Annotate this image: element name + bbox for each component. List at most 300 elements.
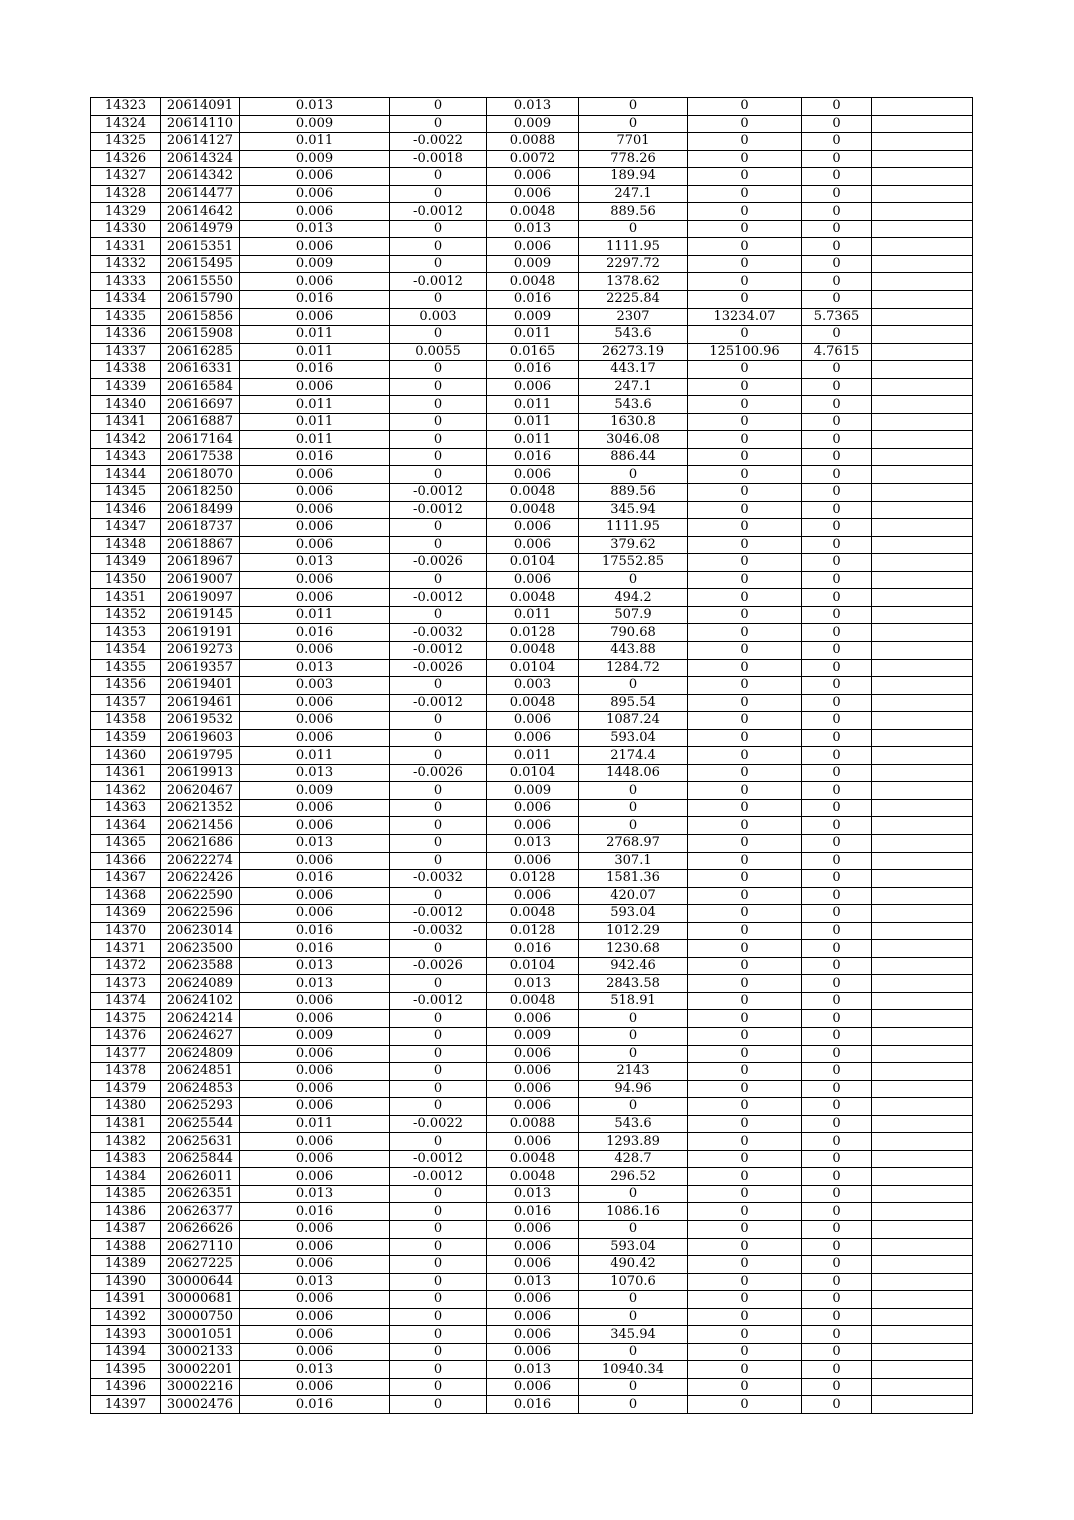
table-cell: 0 xyxy=(802,1256,872,1274)
table-cell xyxy=(872,712,973,730)
table-cell: 20615351 xyxy=(161,238,240,256)
table-cell: 20619191 xyxy=(161,624,240,642)
table-cell: 20618867 xyxy=(161,536,240,554)
table-cell xyxy=(872,413,973,431)
table-cell: 0 xyxy=(688,220,802,238)
table-row xyxy=(91,1238,973,1256)
table-cell: 0 xyxy=(390,782,487,800)
table-cell: 0.006 xyxy=(487,185,579,203)
table-cell: 0 xyxy=(688,729,802,747)
table-cell: 20619145 xyxy=(161,606,240,624)
table-cell: 0 xyxy=(579,1027,688,1045)
table-cell: 0.013 xyxy=(487,975,579,993)
table-cell: 0.0055 xyxy=(390,343,487,361)
table-cell xyxy=(872,519,973,537)
table-cell: 0.006 xyxy=(487,799,579,817)
table-cell: 0.006 xyxy=(240,1168,390,1186)
table-cell: 0 xyxy=(688,448,802,466)
table-cell: 0 xyxy=(390,975,487,993)
table-cell: 0.013 xyxy=(240,1273,390,1291)
table-cell: 0.006 xyxy=(240,1080,390,1098)
table-cell: 14371 xyxy=(91,940,161,958)
table-cell: 20620467 xyxy=(161,782,240,800)
table-cell: 0 xyxy=(688,273,802,291)
table-cell: 0.006 xyxy=(240,589,390,607)
table-cell: 0.006 xyxy=(240,1010,390,1028)
table-cell: 0.0088 xyxy=(487,1115,579,1133)
table-cell: 0 xyxy=(802,1063,872,1081)
table-cell: 14374 xyxy=(91,992,161,1010)
table-cell: 14379 xyxy=(91,1080,161,1098)
table-cell: 0 xyxy=(688,203,802,221)
table-cell: 1111.95 xyxy=(579,519,688,537)
table-cell: 20623500 xyxy=(161,940,240,958)
table-cell: 0 xyxy=(579,1291,688,1309)
table-cell: 0 xyxy=(802,378,872,396)
table-cell: 0.006 xyxy=(240,571,390,589)
table-cell: 0 xyxy=(688,1326,802,1344)
table-cell xyxy=(872,1343,973,1361)
table-cell: 13234.07 xyxy=(688,308,802,326)
table-row xyxy=(91,150,973,168)
table-cell: 20616331 xyxy=(161,361,240,379)
table-cell: 0.003 xyxy=(487,677,579,695)
table-cell: 1630.8 xyxy=(579,413,688,431)
table-row xyxy=(91,343,973,361)
table-cell: 0 xyxy=(688,1045,802,1063)
table-cell xyxy=(872,922,973,940)
table-cell: 0 xyxy=(688,1361,802,1379)
table-cell: 0 xyxy=(688,1010,802,1028)
table-row xyxy=(91,273,973,291)
table-cell xyxy=(872,1150,973,1168)
table-cell: 490.42 xyxy=(579,1256,688,1274)
table-cell: 0 xyxy=(802,1378,872,1396)
table-cell: 20618499 xyxy=(161,501,240,519)
table-cell xyxy=(872,501,973,519)
table-cell: 14345 xyxy=(91,484,161,502)
table-cell: 0.016 xyxy=(240,940,390,958)
table-cell: 0 xyxy=(802,185,872,203)
table-cell: 0.006 xyxy=(487,1326,579,1344)
table-cell: 0 xyxy=(390,799,487,817)
table-cell: 247.1 xyxy=(579,378,688,396)
table-cell xyxy=(872,431,973,449)
table-cell: 0 xyxy=(390,255,487,273)
table-cell: 0 xyxy=(688,887,802,905)
table-cell: 0 xyxy=(390,1308,487,1326)
table-row xyxy=(91,747,973,765)
table-row xyxy=(91,940,973,958)
table-cell: 0 xyxy=(579,1185,688,1203)
table-cell: 0 xyxy=(802,168,872,186)
table-row xyxy=(91,1308,973,1326)
table-cell: 0.013 xyxy=(240,764,390,782)
table-cell xyxy=(872,466,973,484)
table-cell xyxy=(872,957,973,975)
table-cell: 518.91 xyxy=(579,992,688,1010)
table-cell: 0 xyxy=(802,431,872,449)
table-cell: 0.013 xyxy=(240,957,390,975)
table-cell: 14362 xyxy=(91,782,161,800)
table-cell: 0.006 xyxy=(487,817,579,835)
table-cell: 0 xyxy=(688,133,802,151)
table-cell: 895.54 xyxy=(579,694,688,712)
table-cell: 0 xyxy=(688,168,802,186)
table-cell: 0.013 xyxy=(240,1361,390,1379)
table-cell xyxy=(872,1080,973,1098)
table-cell: 0.006 xyxy=(240,1045,390,1063)
table-cell: 20624102 xyxy=(161,992,240,1010)
table-cell: 0 xyxy=(802,870,872,888)
table-cell: 0 xyxy=(802,764,872,782)
table-row xyxy=(91,799,973,817)
table-cell: 0 xyxy=(579,571,688,589)
table-cell: 0 xyxy=(802,1150,872,1168)
table-cell: 14337 xyxy=(91,343,161,361)
table-cell: 0.013 xyxy=(487,1361,579,1379)
table-cell: 10940.34 xyxy=(579,1361,688,1379)
table-cell: 14340 xyxy=(91,396,161,414)
table-cell: 14365 xyxy=(91,834,161,852)
table-cell: 0.016 xyxy=(487,361,579,379)
table-row xyxy=(91,887,973,905)
table-cell: 0.013 xyxy=(487,220,579,238)
table-cell: 1230.68 xyxy=(579,940,688,958)
table-cell: 14357 xyxy=(91,694,161,712)
table-cell: 0 xyxy=(688,1150,802,1168)
table-cell: 0 xyxy=(688,326,802,344)
table-cell xyxy=(872,887,973,905)
table-cell: 0 xyxy=(688,519,802,537)
table-cell: 0.009 xyxy=(240,782,390,800)
table-cell: 14330 xyxy=(91,220,161,238)
table-cell: -0.0022 xyxy=(390,1115,487,1133)
table-cell: 20619401 xyxy=(161,677,240,695)
table-cell: 0 xyxy=(390,1063,487,1081)
table-cell: 0.009 xyxy=(240,150,390,168)
table-cell: 125100.96 xyxy=(688,343,802,361)
table-cell: 20621352 xyxy=(161,799,240,817)
table-cell xyxy=(872,677,973,695)
table-cell: 0 xyxy=(802,1115,872,1133)
table-cell: 20619007 xyxy=(161,571,240,589)
table-cell: 14353 xyxy=(91,624,161,642)
table-cell xyxy=(872,940,973,958)
table-cell: 14324 xyxy=(91,115,161,133)
table-cell: 26273.19 xyxy=(579,343,688,361)
table-cell: 0.006 xyxy=(487,1098,579,1116)
table-cell: 14363 xyxy=(91,799,161,817)
table-cell: 1448.06 xyxy=(579,764,688,782)
table-cell xyxy=(872,326,973,344)
table-cell: 0 xyxy=(802,1361,872,1379)
table-cell: 30002216 xyxy=(161,1378,240,1396)
table-cell: 14378 xyxy=(91,1063,161,1081)
table-cell: 593.04 xyxy=(579,1238,688,1256)
table-row xyxy=(91,870,973,888)
table-cell: 0 xyxy=(688,799,802,817)
table-cell: 0.009 xyxy=(487,115,579,133)
table-cell: 0 xyxy=(390,729,487,747)
table-cell: 0 xyxy=(802,98,872,116)
table-cell: 0 xyxy=(688,1027,802,1045)
table-cell: 0 xyxy=(802,466,872,484)
table-cell: 1070.6 xyxy=(579,1273,688,1291)
table-cell: 0.013 xyxy=(240,554,390,572)
table-row xyxy=(91,1010,973,1028)
table-cell: 30000644 xyxy=(161,1273,240,1291)
table-cell: 0.006 xyxy=(487,852,579,870)
table-cell: 14331 xyxy=(91,238,161,256)
table-cell: 0 xyxy=(579,677,688,695)
table-cell: 0.006 xyxy=(240,1063,390,1081)
table-cell xyxy=(872,1361,973,1379)
table-cell: 14396 xyxy=(91,1378,161,1396)
table-cell: 0.013 xyxy=(240,220,390,238)
table-cell: 889.56 xyxy=(579,484,688,502)
table-cell: 0 xyxy=(390,536,487,554)
table-cell: 0 xyxy=(688,1343,802,1361)
table-cell: 0.006 xyxy=(487,1133,579,1151)
table-cell: 0.011 xyxy=(240,133,390,151)
table-cell: 0 xyxy=(688,1238,802,1256)
table-cell: 0 xyxy=(390,571,487,589)
table-body xyxy=(91,98,973,1414)
table-cell: 20622590 xyxy=(161,887,240,905)
table-cell xyxy=(872,484,973,502)
table-cell: 2297.72 xyxy=(579,255,688,273)
table-cell xyxy=(872,1010,973,1028)
table-cell: 14367 xyxy=(91,870,161,888)
table-cell: 0 xyxy=(390,747,487,765)
table-cell: 20619357 xyxy=(161,659,240,677)
table-cell: 20615856 xyxy=(161,308,240,326)
table-cell: 20619097 xyxy=(161,589,240,607)
table-row xyxy=(91,1150,973,1168)
table-cell: 0 xyxy=(802,975,872,993)
table-cell: 0.011 xyxy=(487,396,579,414)
table-cell: -0.0012 xyxy=(390,501,487,519)
table-cell: 0 xyxy=(688,255,802,273)
table-cell: 20616285 xyxy=(161,343,240,361)
table-row xyxy=(91,589,973,607)
table-cell: -0.0032 xyxy=(390,870,487,888)
table-row xyxy=(91,1361,973,1379)
table-cell: 0.006 xyxy=(487,1256,579,1274)
table-cell: 0 xyxy=(802,1343,872,1361)
table-cell: 0 xyxy=(579,817,688,835)
table-cell: 20614091 xyxy=(161,98,240,116)
table-row xyxy=(91,1221,973,1239)
table-cell: 0 xyxy=(802,1080,872,1098)
table-cell: 30002133 xyxy=(161,1343,240,1361)
table-cell: 2225.84 xyxy=(579,291,688,309)
table-cell: 20622596 xyxy=(161,905,240,923)
table-cell: 0 xyxy=(802,799,872,817)
table-cell: 20618250 xyxy=(161,484,240,502)
table-cell: 0.016 xyxy=(240,922,390,940)
table-cell: 20619461 xyxy=(161,694,240,712)
table-cell xyxy=(872,168,973,186)
table-cell: 0.011 xyxy=(240,326,390,344)
table-cell: 0.011 xyxy=(240,606,390,624)
table-cell: 0.006 xyxy=(487,378,579,396)
table-cell xyxy=(872,1273,973,1291)
table-cell: 0 xyxy=(579,799,688,817)
table-row xyxy=(91,519,973,537)
table-cell xyxy=(872,291,973,309)
table-cell: 0.011 xyxy=(240,431,390,449)
table-cell: 494.2 xyxy=(579,589,688,607)
table-cell: 1378.62 xyxy=(579,273,688,291)
table-cell: 0.006 xyxy=(240,1238,390,1256)
table-cell: 0 xyxy=(802,396,872,414)
table-cell: 0 xyxy=(802,922,872,940)
table-cell: 0.0048 xyxy=(487,484,579,502)
table-cell: 0 xyxy=(579,1098,688,1116)
table-cell: 20627225 xyxy=(161,1256,240,1274)
table-cell: 20624627 xyxy=(161,1027,240,1045)
table-cell: 0.0128 xyxy=(487,624,579,642)
table-cell: 2174.4 xyxy=(579,747,688,765)
table-cell: 0.009 xyxy=(240,255,390,273)
table-cell: 0 xyxy=(802,448,872,466)
table-cell: 14390 xyxy=(91,1273,161,1291)
table-row xyxy=(91,817,973,835)
table-cell: 0.006 xyxy=(240,185,390,203)
table-cell: 14370 xyxy=(91,922,161,940)
table-cell xyxy=(872,115,973,133)
table-row xyxy=(91,1080,973,1098)
table-cell: 14333 xyxy=(91,273,161,291)
table-row xyxy=(91,1326,973,1344)
table-cell: 20622274 xyxy=(161,852,240,870)
table-cell xyxy=(872,1203,973,1221)
table-cell: 0.011 xyxy=(487,326,579,344)
table-cell: 0 xyxy=(802,1291,872,1309)
table-cell: 14380 xyxy=(91,1098,161,1116)
table-cell: 30002476 xyxy=(161,1396,240,1414)
table-cell: 0 xyxy=(802,1238,872,1256)
table-row xyxy=(91,729,973,747)
table-cell: 14359 xyxy=(91,729,161,747)
table-cell: 0 xyxy=(390,1098,487,1116)
table-cell xyxy=(872,150,973,168)
table-cell: 2143 xyxy=(579,1063,688,1081)
table-cell: 20623014 xyxy=(161,922,240,940)
table-cell: 20625544 xyxy=(161,1115,240,1133)
table-cell: 0.016 xyxy=(487,1203,579,1221)
table-cell xyxy=(872,817,973,835)
table-cell xyxy=(872,870,973,888)
table-cell: -0.0026 xyxy=(390,957,487,975)
table-cell: 0.006 xyxy=(240,273,390,291)
table-cell: 0 xyxy=(802,413,872,431)
table-cell: 0 xyxy=(688,413,802,431)
table-cell: 0.006 xyxy=(240,1343,390,1361)
table-cell: 428.7 xyxy=(579,1150,688,1168)
table-cell: -0.0012 xyxy=(390,484,487,502)
table-cell: 20617538 xyxy=(161,448,240,466)
table-row xyxy=(91,185,973,203)
table-cell: 0.006 xyxy=(240,1308,390,1326)
table-cell: 0 xyxy=(688,992,802,1010)
table-cell: 20621686 xyxy=(161,834,240,852)
table-cell: 0 xyxy=(390,220,487,238)
table-cell: 0.006 xyxy=(487,238,579,256)
table-cell: 20624853 xyxy=(161,1080,240,1098)
table-cell xyxy=(872,571,973,589)
table-cell: 20619603 xyxy=(161,729,240,747)
table-cell: 2768.97 xyxy=(579,834,688,852)
table-cell xyxy=(872,589,973,607)
table-cell: 20624809 xyxy=(161,1045,240,1063)
table-cell: 0 xyxy=(390,1133,487,1151)
table-cell: 14342 xyxy=(91,431,161,449)
table-cell: -0.0026 xyxy=(390,764,487,782)
table-cell: 0.0048 xyxy=(487,589,579,607)
table-cell: 0.006 xyxy=(487,536,579,554)
table-cell: 0 xyxy=(688,501,802,519)
table-cell xyxy=(872,273,973,291)
table-cell xyxy=(872,659,973,677)
table-cell: 0.0048 xyxy=(487,694,579,712)
table-cell: 20627110 xyxy=(161,1238,240,1256)
table-cell: -0.0026 xyxy=(390,659,487,677)
table-cell: 0 xyxy=(390,887,487,905)
table-cell: 0.006 xyxy=(240,466,390,484)
table-cell: 593.04 xyxy=(579,905,688,923)
table-cell xyxy=(872,255,973,273)
table-row xyxy=(91,554,973,572)
table-cell: 0.003 xyxy=(240,677,390,695)
table-row xyxy=(91,361,973,379)
table-cell: 20619532 xyxy=(161,712,240,730)
table-cell: 0 xyxy=(802,238,872,256)
table-cell: 0 xyxy=(579,1010,688,1028)
table-row xyxy=(91,238,973,256)
table-cell: 0 xyxy=(390,606,487,624)
table-cell: 0 xyxy=(802,1396,872,1414)
table-cell: 0 xyxy=(688,1080,802,1098)
table-cell: 0 xyxy=(688,764,802,782)
table-cell: 14343 xyxy=(91,448,161,466)
table-cell: 14341 xyxy=(91,413,161,431)
table-cell: 0.016 xyxy=(240,291,390,309)
table-row xyxy=(91,413,973,431)
table-cell: 0 xyxy=(688,694,802,712)
table-cell: 0 xyxy=(802,589,872,607)
table-cell: 20625631 xyxy=(161,1133,240,1151)
table-cell xyxy=(872,238,973,256)
table-cell: 0 xyxy=(688,957,802,975)
table-cell xyxy=(872,1238,973,1256)
table-cell: 0 xyxy=(390,1378,487,1396)
table-cell: 14349 xyxy=(91,554,161,572)
table-cell: 0 xyxy=(802,677,872,695)
table-cell: 0 xyxy=(688,1168,802,1186)
table-cell: 0 xyxy=(802,1168,872,1186)
table-cell: 0.016 xyxy=(487,448,579,466)
table-cell: 20619795 xyxy=(161,747,240,765)
table-row xyxy=(91,1343,973,1361)
table-row xyxy=(91,1185,973,1203)
table-cell: 14373 xyxy=(91,975,161,993)
table-cell xyxy=(872,606,973,624)
table-cell: 0 xyxy=(390,466,487,484)
table-cell: 0 xyxy=(688,1273,802,1291)
